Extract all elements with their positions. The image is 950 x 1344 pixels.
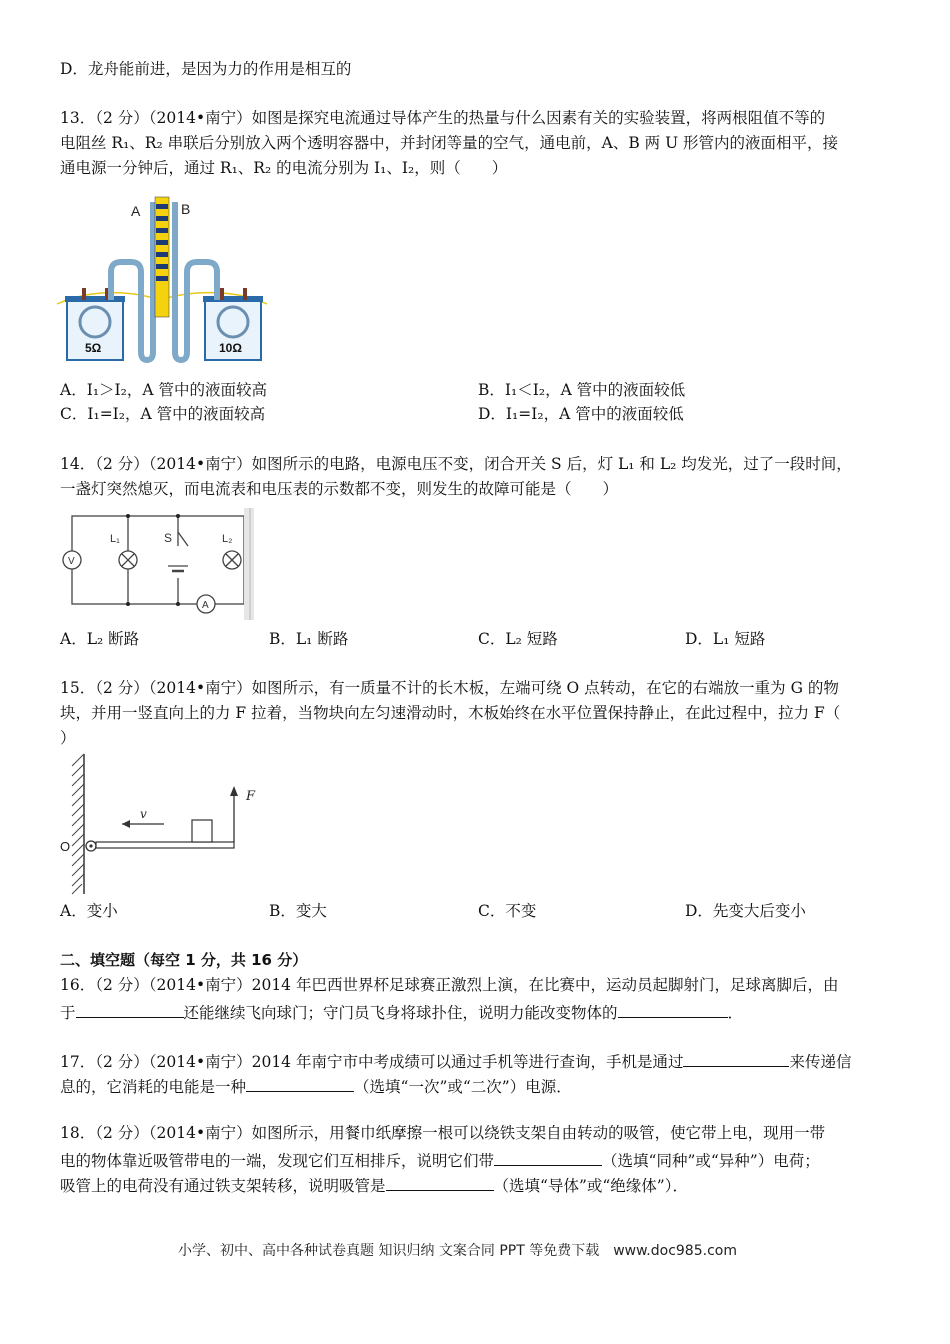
section-title-fill-in: 二、填空题（每空 1 分，共 16 分） bbox=[60, 951, 308, 969]
q16-text-c: ． bbox=[727, 1004, 744, 1022]
q15-figure-lever bbox=[56, 752, 271, 897]
q16-blank-2[interactable] bbox=[618, 1003, 728, 1018]
q14-option-a: A．L₂ 断路 bbox=[60, 630, 140, 648]
q14-figure-circuit bbox=[60, 508, 255, 620]
q16-text-b: 还能继续飞向球门；守门员飞身将球扑住，说明力能改变物体的 bbox=[183, 1004, 618, 1022]
q15-o-label: O bbox=[60, 839, 71, 854]
q14-l1-label: L₁ bbox=[110, 533, 120, 545]
q15-f-label: F bbox=[246, 789, 256, 804]
q14-stem-line1: 14．（2 分）（2014•南宁）如图所示的电路，电源电压不变，闭合开关 S 后，灯 L₁ 和 L₂ 均发光，过了一段时间， bbox=[60, 455, 852, 473]
q15-stem-line1: 15．（2 分）（2014•南宁）如图所示，有一质量不计的长木板，左端可绕 O 点转动，在它的右端放一重为 G 的物 bbox=[60, 679, 839, 697]
q18-stem-line1: 18．（2 分）（2014•南宁）如图所示，用餐巾纸摩擦一根可以绕铁支架自由转动的吸管，使它带上电，现用一带 bbox=[60, 1124, 826, 1142]
q14-voltmeter-label: V bbox=[68, 556, 75, 567]
q18-text-c: 吸管上的电荷没有通过铁支架转移，说明吸管是 bbox=[60, 1177, 386, 1195]
q15-option-b: B．变大 bbox=[269, 902, 327, 920]
q16-stem-line1: 16．（2 分）（2014•南宁）2014 年巴西世界杯足球赛正激烈上演，在比赛中，运动员起脚射门，足球离脚后，由 bbox=[60, 976, 839, 994]
q13-option-d: D．I₁=I₂，A 管中的液面较低 bbox=[478, 405, 684, 423]
q18-blank-1[interactable] bbox=[494, 1151, 602, 1166]
page-footer: 小学、初中、高中各种试卷真题 知识归纳 文案合同 PPT 等免费下载 www.doc985.com bbox=[178, 1243, 737, 1259]
q14-stem-line2: 一盏灯突然熄灭，而电流表和电压表的示数都不变，则发生的故障可能是（ ） bbox=[60, 480, 619, 498]
q14-option-b: B．L₁ 断路 bbox=[269, 630, 349, 648]
q18-text-d: （选填“导体”或“绝缘体”）． bbox=[493, 1177, 688, 1195]
q14-l2-label: L₂ bbox=[222, 533, 233, 545]
q15-stem-line2: 块，并用一竖直向上的力 F 拉着，当物块向左匀速滑动时，木板始终在水平位置保持静止，在此过程中，拉力 F（ bbox=[60, 704, 841, 722]
q13-stem-line1: 13．（2 分）（2014•南宁）如图是探究电流通过导体产生的热量与什么因素有关的实验装置，将两根阻值不等的 bbox=[60, 109, 826, 127]
q18-stem-line3 bbox=[60, 1176, 688, 1195]
q13-option-a: A．I₁＞I₂，A 管中的液面较高 bbox=[60, 381, 267, 399]
q17-text-d: （选填“一次”或“二次”）电源． bbox=[354, 1078, 572, 1096]
q13-figure-heat-experiment bbox=[55, 192, 270, 367]
q14-option-c: C．L₂ 短路 bbox=[478, 630, 558, 648]
q15-v-label: v bbox=[140, 807, 147, 821]
q16-text-a: 于 bbox=[60, 1004, 76, 1022]
q13-stem-line3: 通电源一分钟后，通过 R₁、R₂ 的电流分别为 I₁、I₂，则（ ） bbox=[60, 159, 508, 177]
q13-option-c: C．I₁=I₂，A 管中的液面较高 bbox=[60, 405, 266, 423]
q15-option-c: C．不变 bbox=[478, 902, 537, 920]
q18-text-a: 电的物体靠近吸管带电的一端，发现它们互相排斥，说明它们带 bbox=[60, 1152, 495, 1170]
q13-label-b: B bbox=[181, 201, 191, 217]
q15-stem-line3: ） bbox=[60, 729, 76, 747]
q17-text-a: 17．（2 分）（2014•南宁）2014 年南宁市中考成绩可以通过手机等进行查询，手机是通过 bbox=[60, 1053, 684, 1071]
q13-stem-line2: 电阻丝 R₁、R₂ 串联后分别放入两个透明容器中，并封闭等量的空气，通电前，A、B 两 U 形管内的液面相平，接 bbox=[60, 134, 839, 152]
q16-blank-1[interactable] bbox=[76, 1003, 184, 1018]
q16-stem-line2 bbox=[60, 1003, 743, 1022]
q14-ammeter-label: A bbox=[202, 600, 209, 611]
q17-blank-2[interactable] bbox=[246, 1077, 354, 1092]
q18-blank-2[interactable] bbox=[386, 1176, 494, 1191]
q14-switch-label: S bbox=[164, 531, 173, 545]
q17-stem-line2 bbox=[60, 1077, 572, 1096]
q18-stem-line2 bbox=[60, 1151, 820, 1170]
q13-r2-label: 10Ω bbox=[219, 341, 242, 355]
q13-label-a: A bbox=[131, 203, 141, 219]
q17-text-c: 息的，它消耗的电能是一种 bbox=[60, 1078, 247, 1096]
q17-stem-line1 bbox=[60, 1052, 852, 1071]
q14-option-d: D．L₁ 短路 bbox=[685, 630, 766, 648]
q15-option-d: D．先变大后变小 bbox=[685, 902, 806, 920]
q18-text-b: （选填“同种”或“异种”）电荷； bbox=[602, 1152, 820, 1170]
q13-r1-label: 5Ω bbox=[85, 341, 102, 355]
q17-blank-1[interactable] bbox=[683, 1052, 789, 1067]
q17-text-b: 来传递信 bbox=[789, 1053, 852, 1071]
q13-option-b: B．I₁＜I₂，A 管中的液面较低 bbox=[478, 381, 686, 399]
q12-option-d: D．龙舟能前进，是因为力的作用是相互的 bbox=[60, 60, 352, 78]
q15-option-a: A．变小 bbox=[60, 902, 118, 920]
